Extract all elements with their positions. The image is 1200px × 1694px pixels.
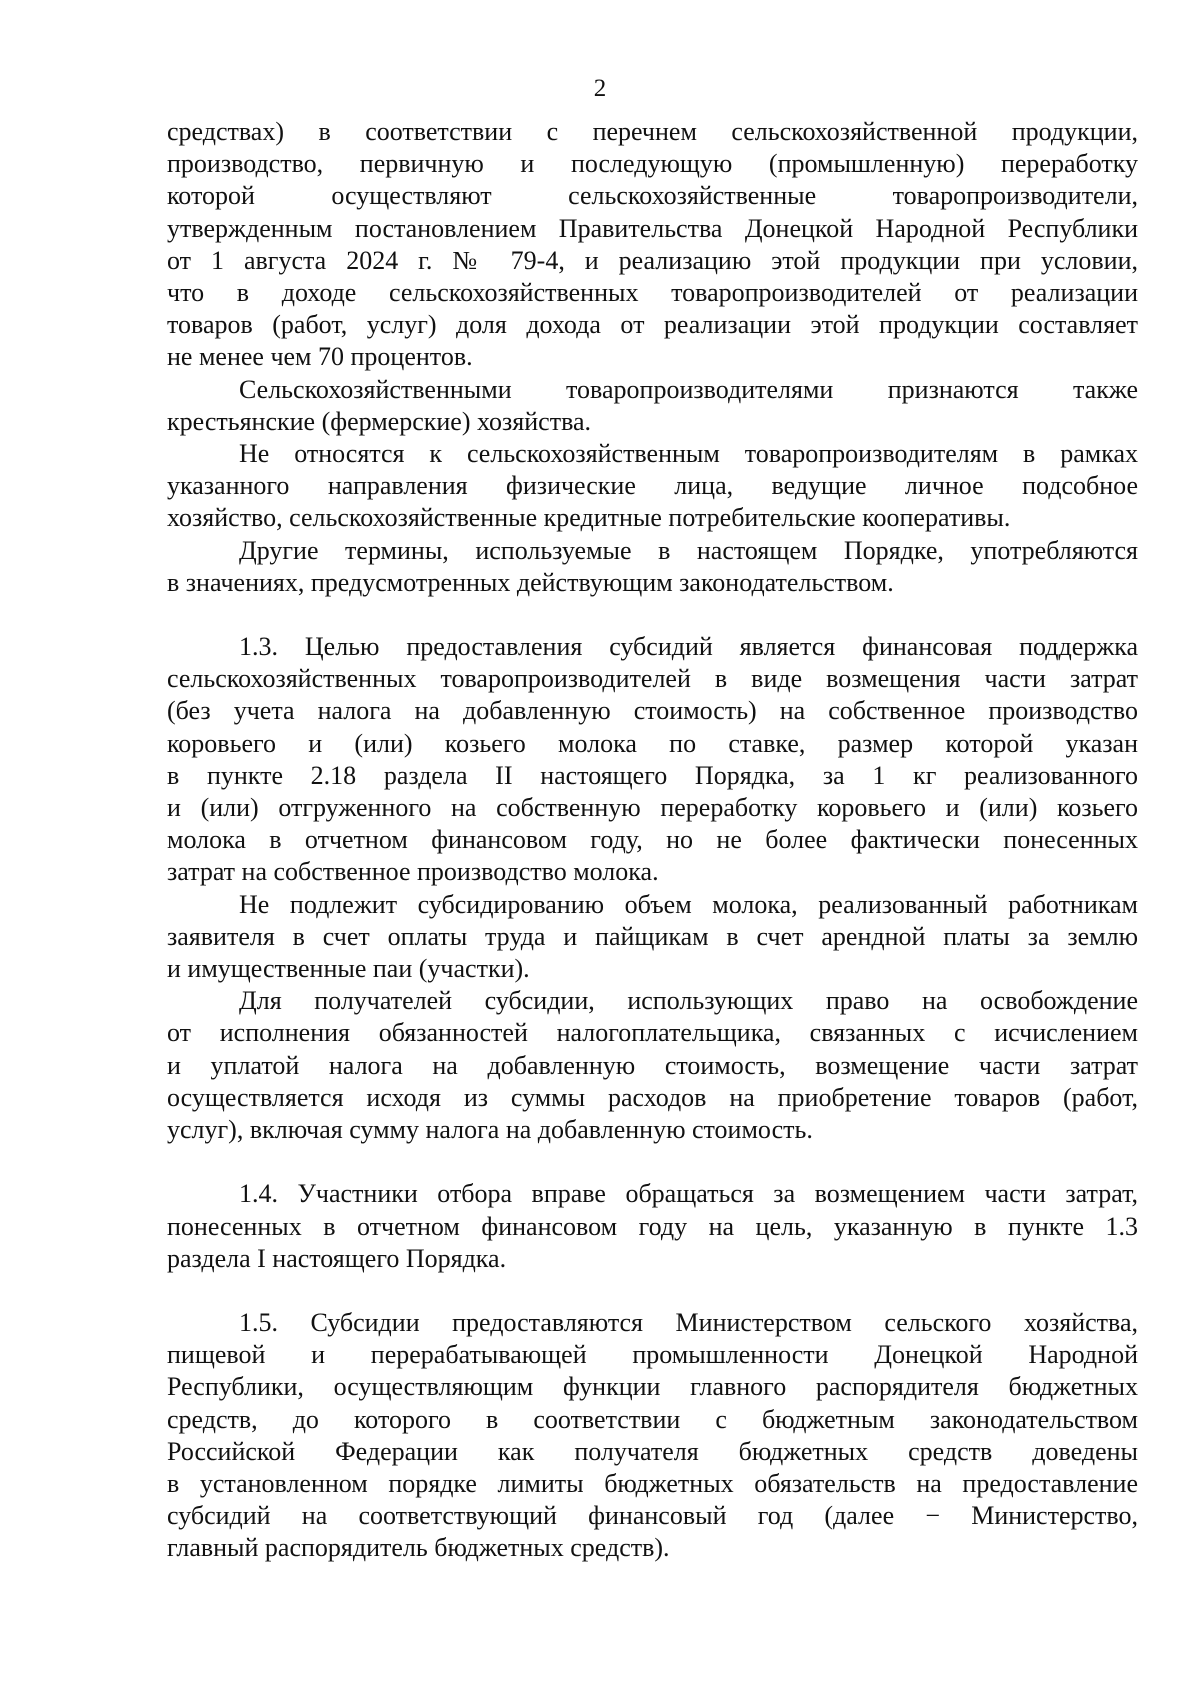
text-line: от 1 августа 2024 г. № 79-4, и реализацию этой продукции при условии, bbox=[167, 245, 1138, 275]
text-line: утвержденным постановлением Правительства Донецкой Народной Республики bbox=[167, 213, 1138, 243]
text-line: в значениях, предусмотренных действующим законодательством. bbox=[167, 567, 894, 597]
paragraph-p5 bbox=[167, 631, 1138, 889]
text-line: средствах) в соответствии с перечнем сельскохозяйственной продукции, bbox=[167, 117, 1138, 146]
text-line: заявителя в счет оплаты труда и пайщикам в счет арендной платы за землю bbox=[167, 921, 1138, 951]
text-line: в установленном порядке лимиты бюджетных обязательств на предоставление bbox=[167, 1468, 1138, 1498]
text-line: осуществляется исходя из суммы расходов на приобретение товаров (работ, bbox=[167, 1082, 1138, 1112]
text-line: в пункте 2.18 раздела II настоящего Порядка, за 1 кг реализованного bbox=[167, 760, 1138, 790]
paragraph-p1 bbox=[167, 116, 1138, 374]
paragraph-p9 bbox=[167, 1307, 1138, 1565]
text-line: услуг), включая сумму налога на добавленную стоимость. bbox=[167, 1115, 813, 1145]
text-line: раздела I настоящего Порядка. bbox=[167, 1243, 507, 1273]
section-gap bbox=[167, 1275, 1138, 1307]
text-line: что в доходе сельскохозяйственных товаропроизводителей от реализации bbox=[167, 278, 1138, 308]
paragraph-p7 bbox=[167, 985, 1138, 1146]
text-line: и уплатой налога на добавленную стоимость, возмещение части затрат bbox=[167, 1050, 1138, 1080]
text-line: 1.3. Целью предоставления субсидий является финансовая поддержка bbox=[239, 632, 1138, 662]
text-line: пищевой и перерабатывающей промышленности Донецкой Народной bbox=[167, 1340, 1138, 1370]
paragraph-p2 bbox=[167, 374, 1138, 438]
text-line: 1.5. Субсидии предоставляются Министерством сельского хозяйства, bbox=[239, 1307, 1138, 1337]
paragraph-p8 bbox=[167, 1178, 1138, 1275]
text-line: 1.4. Участники отбора вправе обращаться за возмещением части затрат, bbox=[239, 1179, 1138, 1209]
text-line: товаров (работ, услуг) доля дохода от реализации этой продукции составляет bbox=[167, 310, 1138, 340]
section-gap bbox=[167, 599, 1138, 631]
text-line: Другие термины, используемые в настоящем Порядке, употребляются bbox=[239, 535, 1138, 565]
text-line: коровьего и (или) козьего молока по ставке, размер которой указан bbox=[167, 728, 1138, 758]
text-line: средств, до которого в соответствии с бюджетным законодательством bbox=[167, 1404, 1138, 1434]
text-line: крестьянские (фермерские) хозяйства. bbox=[167, 406, 592, 436]
page-number: 2 bbox=[593, 75, 607, 102]
text-line: производство, первичную и последующую (промышленную) переработку bbox=[167, 149, 1138, 179]
text-line: не менее чем 70 процентов. bbox=[167, 342, 473, 372]
text-line: указанного направления физические лица, ведущие личное подсобное bbox=[167, 471, 1138, 501]
text-line: Республики, осуществляющим функции главного распорядителя бюджетных bbox=[167, 1372, 1138, 1402]
text-line: от исполнения обязанностей налогоплательщика, связанных с исчислением bbox=[167, 1018, 1138, 1048]
text-line: и (или) отгруженного на собственную переработку коровьего и (или) козьего bbox=[167, 793, 1138, 823]
text-line: затрат на собственное производство молока. bbox=[167, 857, 659, 887]
text-line: понесенных в отчетном финансовом году на цель, указанную в пункте 1.3 bbox=[167, 1211, 1138, 1241]
text-line: и имущественные паи (участки). bbox=[167, 954, 530, 984]
text-line: молока в отчетном финансовом году, но не более фактически понесенных bbox=[167, 825, 1138, 855]
text-line: субсидий на соответствующий финансовый год (далее − Министерство, bbox=[167, 1501, 1138, 1531]
paragraph-p3 bbox=[167, 438, 1138, 535]
text-line: Для получателей субсидии, использующих право на освобождение bbox=[239, 986, 1138, 1016]
document-body bbox=[167, 116, 1138, 1565]
text-line: (без учета налога на добавленную стоимость) на собственное производство bbox=[167, 696, 1138, 726]
text-line: Российской Федерации как получателя бюджетных средств доведены bbox=[167, 1436, 1138, 1466]
section-gap bbox=[167, 1146, 1138, 1178]
text-line: которой осуществляют сельскохозяйственные товаропроизводители, bbox=[167, 181, 1138, 211]
paragraph-p4 bbox=[167, 535, 1138, 599]
text-line: Сельскохозяйственными товаропроизводителями признаются также bbox=[239, 374, 1138, 404]
text-line: Не подлежит субсидированию объем молока, реализованный работникам bbox=[239, 889, 1138, 919]
text-line: хозяйство, сельскохозяйственные кредитные потребительские кооперативы. bbox=[167, 503, 1011, 533]
text-line: главный распорядитель бюджетных средств). bbox=[167, 1533, 670, 1563]
text-line: сельскохозяйственных товаропроизводителей в виде возмещения части затрат bbox=[167, 664, 1138, 694]
text-line: Не относятся к сельскохозяйственным товаропроизводителям в рамках bbox=[239, 439, 1138, 469]
paragraph-p6 bbox=[167, 889, 1138, 986]
